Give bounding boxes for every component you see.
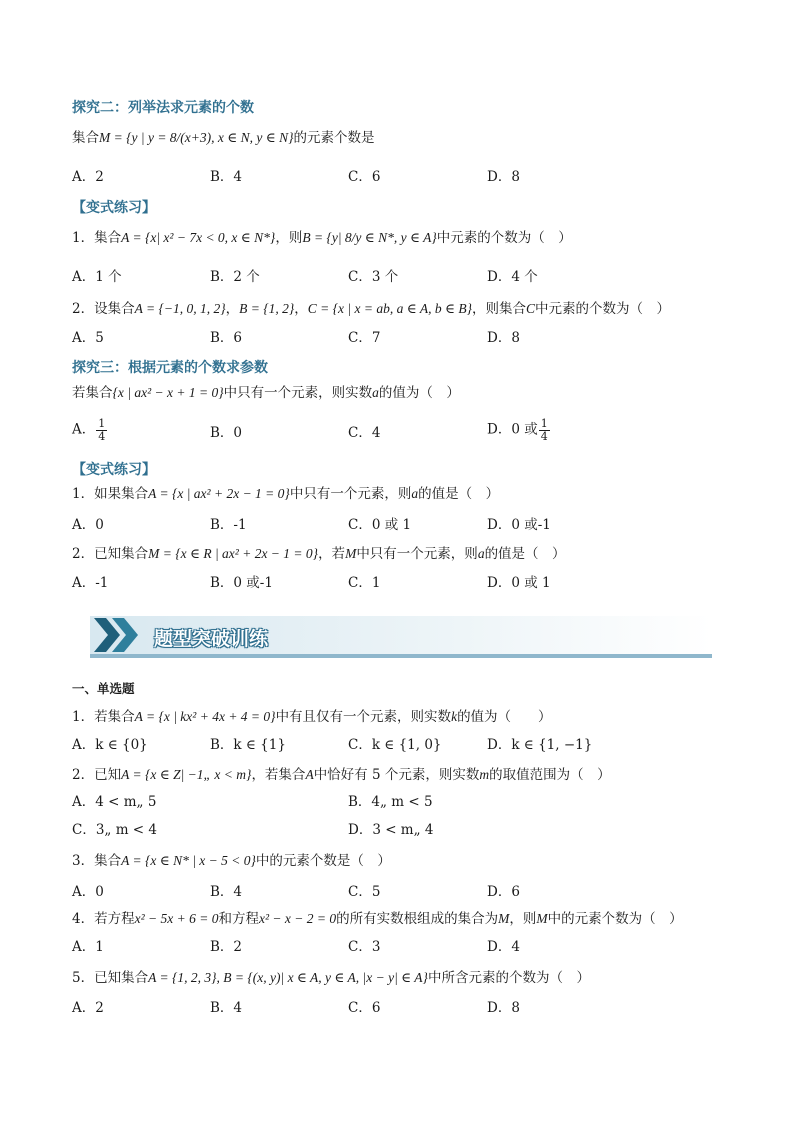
math-equation: x² − 5x + 6 = 0 — [134, 911, 219, 926]
section-banner — [90, 614, 712, 660]
math-set: M = {y | y = 8/(x+3), x ∈ N, y ∈ N} — [99, 130, 294, 145]
question-text: 5．已知集合 — [72, 970, 149, 986]
math-set: B = {1, 2} — [239, 301, 295, 316]
option-c[interactable]: C．6 — [348, 1000, 381, 1016]
explore3-title: 探究三：根据元素的个数求参数 — [72, 360, 268, 376]
question-text: ，则 — [509, 911, 537, 927]
option-a[interactable]: A．1 个 — [72, 269, 122, 285]
option-d[interactable]: D．k ∈ {1, −1} — [487, 737, 593, 753]
option-b[interactable]: B．6 — [210, 330, 243, 346]
question-text: 和方程 — [218, 911, 259, 927]
option-label: D．0 或 — [487, 421, 538, 438]
math-var: M — [498, 911, 510, 926]
single-question-2 — [72, 767, 611, 784]
option-b[interactable]: B．0 或-1 — [210, 575, 273, 591]
option-a[interactable]: A．2 — [72, 169, 104, 185]
option-b[interactable]: B．4 — [210, 1000, 243, 1016]
option-c[interactable]: C．7 — [348, 330, 381, 346]
numerator: 1 — [98, 417, 106, 430]
option-c[interactable]: C．3„ m < 4 — [72, 822, 157, 838]
single-question-3 — [72, 853, 391, 870]
explore2-title: 探究二：列举法求元素的个数 — [72, 100, 254, 116]
option-d[interactable]: D．0 或-1 — [487, 517, 551, 533]
question-text: 的值为（ ） — [457, 709, 552, 725]
option-c[interactable]: C．3 — [348, 939, 381, 955]
explore2-question — [72, 130, 375, 147]
option-d[interactable]: D．4 — [487, 939, 520, 955]
option-a[interactable]: A．2 — [72, 1000, 104, 1016]
option-c[interactable]: C．6 — [348, 169, 381, 185]
question-text: 的值是（ ） — [418, 486, 500, 502]
math-var: a — [477, 546, 485, 561]
option-b[interactable]: B．4 — [210, 884, 243, 900]
question-text: 的取值范围为（ ） — [489, 767, 611, 783]
question-text: 2．设集合 — [72, 301, 135, 317]
question-text: 1．如果集合 — [72, 486, 149, 502]
question-text: ，则集合 — [471, 301, 526, 317]
option-d[interactable]: D．8 — [487, 330, 520, 346]
math-equation: x² − x − 2 = 0 — [258, 911, 337, 926]
single-question-4 — [72, 911, 683, 928]
banner-title: 题型突破训练 — [154, 628, 269, 650]
option-b[interactable]: B．k ∈ {1} — [210, 737, 286, 753]
double-chevron-icon — [92, 616, 142, 654]
question-text: 1．若集合 — [72, 709, 135, 725]
option-label: A． — [72, 421, 96, 438]
math-var: M — [345, 546, 357, 561]
option-b[interactable]: B．-1 — [210, 517, 247, 533]
math-set: M = {x ∈ R | ax² + 2x − 1 = 0} — [148, 546, 319, 561]
single-question-1 — [72, 709, 552, 726]
math-set: B = {y| 8/y ∈ N*, y ∈ A} — [302, 230, 437, 245]
question-text: ，则 — [275, 230, 303, 246]
question-text: 中有且仅有一个元素，则实数 — [275, 709, 452, 725]
math-set: A = {x | kx² + 4x + 4 = 0} — [134, 709, 276, 724]
math-set: C = {x | x = ab, a ∈ A, b ∈ B} — [307, 301, 472, 316]
question-text: 中只有一个元素，则 — [289, 486, 412, 502]
question-text: ，若集合 — [251, 767, 306, 783]
banner-underline — [90, 654, 712, 658]
math-set: A = {x | ax² + 2x − 1 = 0} — [148, 486, 290, 501]
question-text: 3．集合 — [72, 853, 122, 869]
question-text: 中只有一个元素，则实数 — [223, 385, 373, 401]
option-a[interactable] — [72, 418, 108, 442]
question-text: 中的元素个数为（ ） — [547, 911, 683, 927]
math-var: a — [411, 486, 419, 501]
question-text: 的值为（ ） — [378, 385, 460, 401]
math-set: A = {x ∈ Z| −1„ x < m} — [121, 767, 252, 782]
single-question-5 — [72, 970, 590, 987]
question-text: 中的元素个数是（ ） — [255, 853, 391, 869]
option-d[interactable]: D．0 或 1 — [487, 575, 551, 591]
question-text: 中元素的个数为（ ） — [436, 230, 572, 246]
option-a[interactable]: A．k ∈ {0} — [72, 737, 148, 753]
question-text: 集合 — [72, 130, 99, 146]
variant2-question-1 — [72, 486, 499, 503]
option-c[interactable]: C．k ∈ {1, 0} — [348, 737, 442, 753]
option-b[interactable]: B．2 个 — [210, 269, 260, 285]
variant-title: 【变式练习】 — [72, 200, 156, 216]
question-text: 中元素的个数为（ ） — [535, 301, 670, 317]
math-set: A = {1, 2, 3}, B = {(x, y)| x ∈ A, y ∈ A, |x − y| ∈ A} — [148, 970, 428, 985]
question-text: 中只有一个元素，则 — [356, 546, 478, 562]
option-a[interactable]: A．5 — [72, 330, 104, 346]
math-var: C — [525, 301, 535, 316]
variant1-question-2 — [72, 301, 670, 318]
option-d[interactable]: D．8 — [487, 1000, 520, 1016]
option-b[interactable]: B．4„ m < 5 — [348, 794, 433, 810]
option-a[interactable]: A．1 — [72, 939, 104, 955]
math-set: A = {x ∈ N* | x − 5 < 0} — [121, 853, 256, 868]
option-a[interactable]: A．4 < m„ 5 — [72, 794, 157, 810]
fraction — [96, 418, 107, 442]
option-d[interactable]: D．6 — [487, 884, 520, 900]
question-text: ， — [225, 301, 240, 317]
math-set: A = {x| x² − 7x < 0, x ∈ N*} — [121, 230, 276, 245]
question-text: 中恰好有 5 个元素，则实数 — [313, 767, 480, 783]
math-var: A — [305, 767, 314, 782]
explore3-question — [72, 385, 460, 402]
option-d[interactable]: D．8 — [487, 169, 520, 185]
option-a[interactable]: A．0 — [72, 517, 104, 533]
question-text: 的元素个数是 — [293, 130, 375, 146]
option-d[interactable]: D．3 < m„ 4 — [348, 822, 434, 838]
option-d[interactable]: D．4 个 — [487, 269, 538, 285]
option-c[interactable]: C．1 — [348, 575, 381, 591]
math-set: A = {−1, 0, 1, 2} — [134, 301, 226, 316]
option-c[interactable]: C．3 个 — [348, 269, 399, 285]
option-c[interactable]: C．0 或 1 — [348, 517, 412, 533]
math-var: M — [536, 911, 548, 926]
option-c[interactable]: C．4 — [348, 425, 381, 441]
option-b[interactable]: B．0 — [210, 425, 243, 441]
question-text: 4．若方程 — [72, 911, 135, 927]
fraction — [539, 418, 550, 442]
question-text: 2．已知集合 — [72, 546, 149, 562]
question-text: 1．集合 — [72, 230, 122, 246]
variant1-question-1 — [72, 230, 572, 247]
denominator: 4 — [540, 429, 548, 443]
question-text: 中所含元素的个数为（ ） — [427, 970, 590, 986]
option-a[interactable]: A．0 — [72, 884, 104, 900]
question-text: 的值是（ ） — [484, 546, 566, 562]
variant2-question-2 — [72, 546, 566, 563]
question-text: 的所有实数根组成的集合为 — [336, 911, 499, 927]
section-heading: 一、单选题 — [72, 681, 135, 696]
question-text: ， — [294, 301, 308, 317]
denominator: 4 — [98, 429, 106, 443]
math-var: k — [451, 709, 458, 724]
math-set: {x | ax² − x + 1 = 0} — [112, 385, 224, 400]
option-b[interactable]: B．4 — [210, 169, 243, 185]
option-b[interactable]: B．2 — [210, 939, 243, 955]
question-text: ，若 — [318, 546, 346, 562]
numerator: 1 — [540, 417, 548, 430]
option-a[interactable]: A．-1 — [72, 575, 109, 591]
question-text: 2．已知 — [72, 767, 122, 783]
variant-title: 【变式练习】 — [72, 462, 156, 478]
option-c[interactable]: C．5 — [348, 884, 381, 900]
option-d[interactable] — [487, 418, 551, 442]
question-text: 若集合 — [72, 385, 113, 401]
math-var: a — [372, 385, 379, 400]
math-var: m — [479, 767, 490, 782]
